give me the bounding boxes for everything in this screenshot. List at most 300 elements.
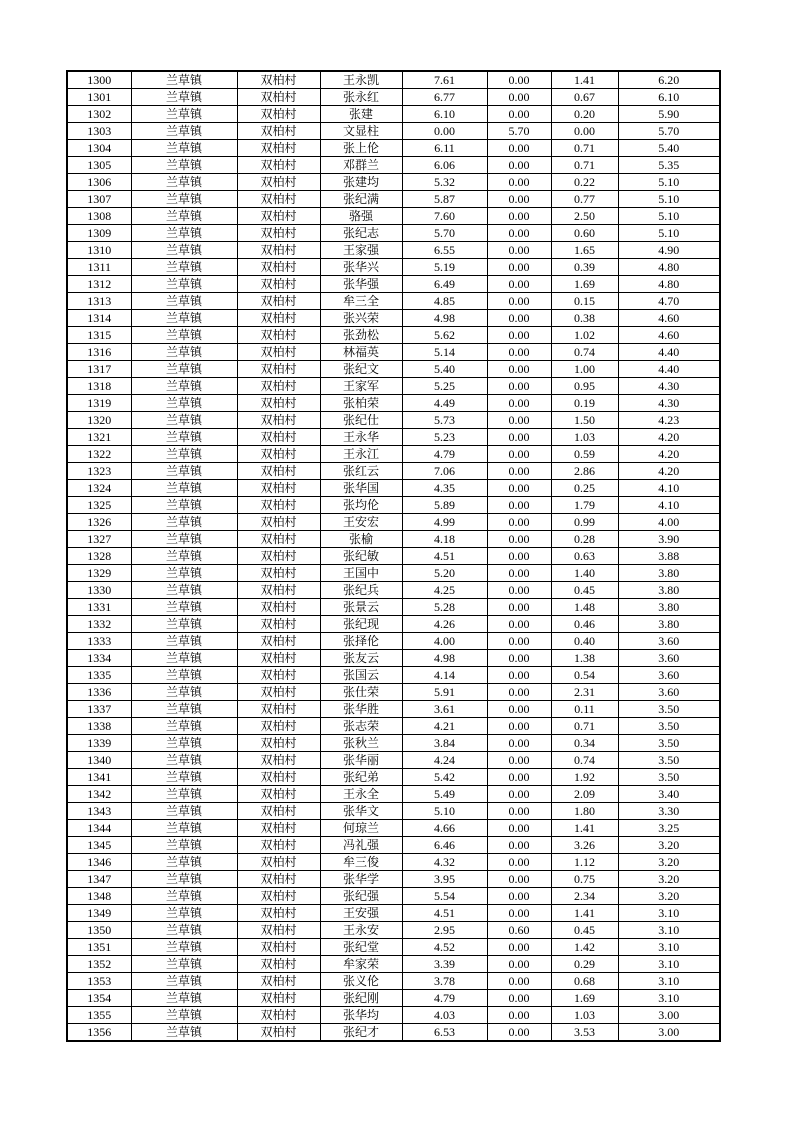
- cell-value-2: 0.00: [487, 599, 551, 616]
- cell-value-2: 0.00: [487, 854, 551, 871]
- cell-value-3: 0.19: [551, 395, 618, 412]
- cell-value-2: 0.00: [487, 293, 551, 310]
- cell-index: 1350: [67, 922, 131, 939]
- cell-value-3: 0.75: [551, 871, 618, 888]
- cell-index: 1336: [67, 684, 131, 701]
- cell-index: 1345: [67, 837, 131, 854]
- cell-town: 兰草镇: [131, 191, 237, 208]
- cell-person-name: 张义伦: [320, 973, 402, 990]
- cell-value-3: 0.46: [551, 616, 618, 633]
- cell-value-3: 1.40: [551, 565, 618, 582]
- cell-value-2: 0.00: [487, 565, 551, 582]
- cell-value-2: 0.00: [487, 990, 551, 1007]
- cell-town: 兰草镇: [131, 242, 237, 259]
- cell-value-2: 0.00: [487, 89, 551, 106]
- table-row: [67, 174, 720, 191]
- cell-village: 双柏村: [237, 667, 320, 684]
- cell-value-1: 5.40: [402, 361, 487, 378]
- cell-index: 1344: [67, 820, 131, 837]
- cell-value-2: 0.00: [487, 650, 551, 667]
- cell-value-4: 5.40: [618, 140, 720, 157]
- cell-person-name: 何琼兰: [320, 820, 402, 837]
- cell-value-4: 3.88: [618, 548, 720, 565]
- cell-value-3: 2.50: [551, 208, 618, 225]
- cell-value-4: 3.90: [618, 531, 720, 548]
- cell-town: 兰草镇: [131, 939, 237, 956]
- cell-value-2: 0.00: [487, 769, 551, 786]
- cell-index: 1340: [67, 752, 131, 769]
- cell-value-2: 0.00: [487, 531, 551, 548]
- cell-index: 1302: [67, 106, 131, 123]
- cell-value-2: 0.00: [487, 276, 551, 293]
- cell-town: 兰草镇: [131, 259, 237, 276]
- cell-town: 兰草镇: [131, 344, 237, 361]
- cell-person-name: 张华文: [320, 803, 402, 820]
- cell-value-2: 0.00: [487, 735, 551, 752]
- cell-village: 双柏村: [237, 242, 320, 259]
- cell-town: 兰草镇: [131, 157, 237, 174]
- cell-index: 1304: [67, 140, 131, 157]
- cell-index: 1313: [67, 293, 131, 310]
- cell-person-name: 张红云: [320, 463, 402, 480]
- cell-town: 兰草镇: [131, 412, 237, 429]
- cell-index: 1308: [67, 208, 131, 225]
- cell-village: 双柏村: [237, 89, 320, 106]
- table-row: [67, 548, 720, 565]
- cell-value-2: 0.00: [487, 973, 551, 990]
- cell-person-name: 张纪弟: [320, 769, 402, 786]
- cell-value-4: 4.70: [618, 293, 720, 310]
- cell-value-4: 4.90: [618, 242, 720, 259]
- cell-index: 1342: [67, 786, 131, 803]
- cell-value-3: 2.86: [551, 463, 618, 480]
- cell-person-name: 张秋兰: [320, 735, 402, 752]
- cell-village: 双柏村: [237, 905, 320, 922]
- cell-index: 1325: [67, 497, 131, 514]
- cell-value-3: 0.45: [551, 922, 618, 939]
- table-row: [67, 361, 720, 378]
- cell-index: 1303: [67, 123, 131, 140]
- cell-village: 双柏村: [237, 871, 320, 888]
- cell-index: 1348: [67, 888, 131, 905]
- table-row: [67, 497, 720, 514]
- cell-value-3: 0.28: [551, 531, 618, 548]
- cell-index: 1330: [67, 582, 131, 599]
- cell-value-3: 1.12: [551, 854, 618, 871]
- cell-value-4: 3.10: [618, 922, 720, 939]
- cell-value-2: 0.00: [487, 208, 551, 225]
- cell-person-name: 林福英: [320, 344, 402, 361]
- cell-person-name: 牟家荣: [320, 956, 402, 973]
- cell-village: 双柏村: [237, 803, 320, 820]
- cell-value-3: 0.71: [551, 140, 618, 157]
- cell-index: 1320: [67, 412, 131, 429]
- cell-person-name: 张华国: [320, 480, 402, 497]
- cell-person-name: 冯礼强: [320, 837, 402, 854]
- table-row: [67, 378, 720, 395]
- cell-village: 双柏村: [237, 684, 320, 701]
- cell-value-4: 5.10: [618, 191, 720, 208]
- cell-village: 双柏村: [237, 582, 320, 599]
- cell-village: 双柏村: [237, 106, 320, 123]
- cell-value-3: 1.38: [551, 650, 618, 667]
- cell-value-1: 7.60: [402, 208, 487, 225]
- cell-value-1: 6.53: [402, 1024, 487, 1042]
- cell-person-name: 张志荣: [320, 718, 402, 735]
- cell-index: 1346: [67, 854, 131, 871]
- cell-value-4: 3.80: [618, 565, 720, 582]
- table-row: [67, 667, 720, 684]
- cell-value-4: 5.10: [618, 174, 720, 191]
- cell-value-1: 4.51: [402, 548, 487, 565]
- cell-value-1: 5.62: [402, 327, 487, 344]
- cell-value-1: 4.99: [402, 514, 487, 531]
- cell-town: 兰草镇: [131, 276, 237, 293]
- cell-value-3: 1.00: [551, 361, 618, 378]
- cell-town: 兰草镇: [131, 293, 237, 310]
- cell-person-name: 张纪现: [320, 616, 402, 633]
- table-row: [67, 71, 720, 89]
- cell-village: 双柏村: [237, 276, 320, 293]
- cell-person-name: 王永安: [320, 922, 402, 939]
- cell-village: 双柏村: [237, 922, 320, 939]
- cell-person-name: 王安宏: [320, 514, 402, 531]
- cell-index: 1321: [67, 429, 131, 446]
- cell-town: 兰草镇: [131, 956, 237, 973]
- cell-value-4: 3.20: [618, 854, 720, 871]
- cell-person-name: 张择伦: [320, 633, 402, 650]
- cell-village: 双柏村: [237, 378, 320, 395]
- cell-town: 兰草镇: [131, 361, 237, 378]
- cell-town: 兰草镇: [131, 1007, 237, 1024]
- cell-value-1: 5.32: [402, 174, 487, 191]
- table-row: [67, 803, 720, 820]
- table-row: [67, 684, 720, 701]
- table-row: [67, 599, 720, 616]
- cell-value-4: 3.10: [618, 956, 720, 973]
- cell-value-2: 0.00: [487, 480, 551, 497]
- table-row: [67, 242, 720, 259]
- cell-value-4: 3.10: [618, 905, 720, 922]
- cell-value-2: 0.00: [487, 225, 551, 242]
- cell-value-2: 0.00: [487, 718, 551, 735]
- cell-town: 兰草镇: [131, 633, 237, 650]
- cell-person-name: 张景云: [320, 599, 402, 616]
- cell-index: 1328: [67, 548, 131, 565]
- cell-value-4: 4.40: [618, 361, 720, 378]
- table-row: [67, 888, 720, 905]
- cell-value-1: 4.24: [402, 752, 487, 769]
- cell-value-4: 4.23: [618, 412, 720, 429]
- table-row: [67, 140, 720, 157]
- cell-town: 兰草镇: [131, 548, 237, 565]
- cell-value-1: 5.89: [402, 497, 487, 514]
- cell-value-1: 4.85: [402, 293, 487, 310]
- table-row: [67, 293, 720, 310]
- cell-value-2: 0.00: [487, 514, 551, 531]
- table-row: [67, 310, 720, 327]
- cell-value-1: 4.03: [402, 1007, 487, 1024]
- table-row: [67, 735, 720, 752]
- cell-person-name: 王家军: [320, 378, 402, 395]
- table-row: [67, 344, 720, 361]
- cell-value-3: 1.79: [551, 497, 618, 514]
- cell-town: 兰草镇: [131, 174, 237, 191]
- cell-value-1: 4.79: [402, 446, 487, 463]
- cell-index: 1333: [67, 633, 131, 650]
- cell-value-3: 2.34: [551, 888, 618, 905]
- cell-village: 双柏村: [237, 752, 320, 769]
- cell-person-name: 张华学: [320, 871, 402, 888]
- cell-value-3: 2.09: [551, 786, 618, 803]
- cell-value-1: 5.54: [402, 888, 487, 905]
- cell-value-4: 6.10: [618, 89, 720, 106]
- cell-value-1: 6.77: [402, 89, 487, 106]
- cell-village: 双柏村: [237, 820, 320, 837]
- cell-value-1: 4.25: [402, 582, 487, 599]
- table-row: [67, 429, 720, 446]
- cell-town: 兰草镇: [131, 922, 237, 939]
- cell-value-2: 0.00: [487, 395, 551, 412]
- cell-value-4: 3.00: [618, 1007, 720, 1024]
- cell-town: 兰草镇: [131, 514, 237, 531]
- cell-value-4: 3.10: [618, 939, 720, 956]
- cell-value-4: 3.20: [618, 871, 720, 888]
- cell-value-3: 0.74: [551, 752, 618, 769]
- cell-value-3: 0.11: [551, 701, 618, 718]
- cell-village: 双柏村: [237, 956, 320, 973]
- cell-value-4: 4.30: [618, 395, 720, 412]
- cell-village: 双柏村: [237, 497, 320, 514]
- cell-person-name: 张仕荣: [320, 684, 402, 701]
- table-row: [67, 208, 720, 225]
- table-row: [67, 871, 720, 888]
- cell-person-name: 张友云: [320, 650, 402, 667]
- cell-town: 兰草镇: [131, 327, 237, 344]
- table-row: [67, 990, 720, 1007]
- cell-value-1: 4.98: [402, 310, 487, 327]
- cell-person-name: 张华胜: [320, 701, 402, 718]
- cell-value-2: 0.00: [487, 871, 551, 888]
- cell-person-name: 张华丽: [320, 752, 402, 769]
- cell-value-2: 0.00: [487, 174, 551, 191]
- cell-value-1: 5.25: [402, 378, 487, 395]
- cell-town: 兰草镇: [131, 599, 237, 616]
- cell-town: 兰草镇: [131, 752, 237, 769]
- cell-town: 兰草镇: [131, 531, 237, 548]
- cell-town: 兰草镇: [131, 582, 237, 599]
- cell-value-4: 3.10: [618, 990, 720, 1007]
- cell-value-1: 4.98: [402, 650, 487, 667]
- cell-value-2: 0.00: [487, 378, 551, 395]
- cell-town: 兰草镇: [131, 310, 237, 327]
- table-row: [67, 412, 720, 429]
- cell-index: 1318: [67, 378, 131, 395]
- cell-value-4: 3.50: [618, 769, 720, 786]
- cell-town: 兰草镇: [131, 786, 237, 803]
- table-body: [67, 71, 720, 1041]
- cell-value-3: 1.02: [551, 327, 618, 344]
- cell-value-2: 0.00: [487, 786, 551, 803]
- cell-value-4: 5.35: [618, 157, 720, 174]
- cell-index: 1309: [67, 225, 131, 242]
- cell-village: 双柏村: [237, 208, 320, 225]
- cell-value-2: 0.00: [487, 446, 551, 463]
- cell-town: 兰草镇: [131, 429, 237, 446]
- cell-town: 兰草镇: [131, 973, 237, 990]
- cell-value-4: 4.10: [618, 480, 720, 497]
- cell-person-name: 张纪文: [320, 361, 402, 378]
- cell-value-3: 0.74: [551, 344, 618, 361]
- cell-town: 兰草镇: [131, 208, 237, 225]
- cell-town: 兰草镇: [131, 225, 237, 242]
- cell-value-3: 0.40: [551, 633, 618, 650]
- cell-index: 1338: [67, 718, 131, 735]
- cell-value-2: 0.00: [487, 667, 551, 684]
- data-table: [66, 70, 721, 1042]
- cell-value-4: 3.00: [618, 1024, 720, 1042]
- table-row: [67, 973, 720, 990]
- cell-value-1: 4.51: [402, 905, 487, 922]
- table-row: [67, 837, 720, 854]
- table-row: [67, 480, 720, 497]
- cell-value-2: 5.70: [487, 123, 551, 140]
- cell-value-3: 1.42: [551, 939, 618, 956]
- cell-village: 双柏村: [237, 1024, 320, 1042]
- cell-value-2: 0.00: [487, 548, 551, 565]
- cell-value-4: 3.50: [618, 718, 720, 735]
- cell-value-1: 5.23: [402, 429, 487, 446]
- cell-index: 1349: [67, 905, 131, 922]
- cell-town: 兰草镇: [131, 565, 237, 582]
- cell-value-1: 5.19: [402, 259, 487, 276]
- cell-value-1: 5.49: [402, 786, 487, 803]
- cell-village: 双柏村: [237, 939, 320, 956]
- cell-value-2: 0.00: [487, 106, 551, 123]
- table-row: [67, 531, 720, 548]
- cell-value-1: 7.61: [402, 71, 487, 89]
- cell-person-name: 文显柱: [320, 123, 402, 140]
- table-row: [67, 1024, 720, 1042]
- cell-town: 兰草镇: [131, 735, 237, 752]
- cell-value-1: 5.42: [402, 769, 487, 786]
- cell-value-4: 4.20: [618, 463, 720, 480]
- cell-value-3: 0.60: [551, 225, 618, 242]
- cell-person-name: 张纪敏: [320, 548, 402, 565]
- table-row: [67, 463, 720, 480]
- cell-value-3: 1.50: [551, 412, 618, 429]
- cell-village: 双柏村: [237, 327, 320, 344]
- cell-value-2: 0.00: [487, 412, 551, 429]
- cell-value-4: 4.60: [618, 310, 720, 327]
- cell-town: 兰草镇: [131, 446, 237, 463]
- cell-person-name: 邓群兰: [320, 157, 402, 174]
- cell-value-2: 0.00: [487, 820, 551, 837]
- cell-value-3: 0.67: [551, 89, 618, 106]
- cell-value-2: 0.00: [487, 752, 551, 769]
- cell-value-3: 1.48: [551, 599, 618, 616]
- cell-village: 双柏村: [237, 412, 320, 429]
- cell-person-name: 张纪才: [320, 1024, 402, 1042]
- cell-person-name: 王永华: [320, 429, 402, 446]
- cell-value-3: 0.99: [551, 514, 618, 531]
- table-row: [67, 565, 720, 582]
- cell-index: 1322: [67, 446, 131, 463]
- cell-person-name: 张兴荣: [320, 310, 402, 327]
- cell-value-4: 4.20: [618, 446, 720, 463]
- cell-value-3: 1.41: [551, 71, 618, 89]
- cell-value-1: 4.14: [402, 667, 487, 684]
- cell-value-4: 3.10: [618, 973, 720, 990]
- cell-index: 1312: [67, 276, 131, 293]
- cell-value-2: 0.00: [487, 1007, 551, 1024]
- cell-value-1: 6.49: [402, 276, 487, 293]
- cell-value-3: 1.92: [551, 769, 618, 786]
- cell-value-1: 6.06: [402, 157, 487, 174]
- cell-index: 1316: [67, 344, 131, 361]
- cell-person-name: 张纪仕: [320, 412, 402, 429]
- table-row: [67, 752, 720, 769]
- cell-village: 双柏村: [237, 565, 320, 582]
- cell-village: 双柏村: [237, 531, 320, 548]
- cell-value-2: 0.00: [487, 361, 551, 378]
- cell-value-1: 5.70: [402, 225, 487, 242]
- cell-person-name: 张纪兵: [320, 582, 402, 599]
- cell-value-3: 3.53: [551, 1024, 618, 1042]
- cell-town: 兰草镇: [131, 650, 237, 667]
- cell-village: 双柏村: [237, 650, 320, 667]
- cell-value-3: 0.29: [551, 956, 618, 973]
- cell-value-3: 0.95: [551, 378, 618, 395]
- cell-village: 双柏村: [237, 259, 320, 276]
- cell-value-3: 1.65: [551, 242, 618, 259]
- cell-value-1: 3.39: [402, 956, 487, 973]
- cell-value-2: 0.00: [487, 191, 551, 208]
- cell-value-1: 0.00: [402, 123, 487, 140]
- cell-value-4: 3.50: [618, 701, 720, 718]
- cell-town: 兰草镇: [131, 106, 237, 123]
- cell-value-2: 0.00: [487, 71, 551, 89]
- cell-value-4: 3.50: [618, 735, 720, 752]
- table-row: [67, 327, 720, 344]
- cell-village: 双柏村: [237, 463, 320, 480]
- cell-village: 双柏村: [237, 769, 320, 786]
- cell-value-2: 0.00: [487, 956, 551, 973]
- cell-village: 双柏村: [237, 310, 320, 327]
- cell-value-2: 0.00: [487, 327, 551, 344]
- cell-person-name: 张建均: [320, 174, 402, 191]
- cell-person-name: 王国中: [320, 565, 402, 582]
- cell-index: 1327: [67, 531, 131, 548]
- table-row: [67, 939, 720, 956]
- cell-person-name: 张华强: [320, 276, 402, 293]
- cell-town: 兰草镇: [131, 378, 237, 395]
- cell-value-1: 6.10: [402, 106, 487, 123]
- cell-village: 双柏村: [237, 599, 320, 616]
- table-row: [67, 123, 720, 140]
- table-row: [67, 650, 720, 667]
- cell-value-1: 5.14: [402, 344, 487, 361]
- cell-person-name: 王安强: [320, 905, 402, 922]
- cell-value-1: 5.20: [402, 565, 487, 582]
- cell-value-4: 4.80: [618, 259, 720, 276]
- cell-value-2: 0.00: [487, 888, 551, 905]
- cell-value-2: 0.00: [487, 242, 551, 259]
- cell-index: 1335: [67, 667, 131, 684]
- cell-value-1: 6.46: [402, 837, 487, 854]
- cell-index: 1341: [67, 769, 131, 786]
- cell-village: 双柏村: [237, 973, 320, 990]
